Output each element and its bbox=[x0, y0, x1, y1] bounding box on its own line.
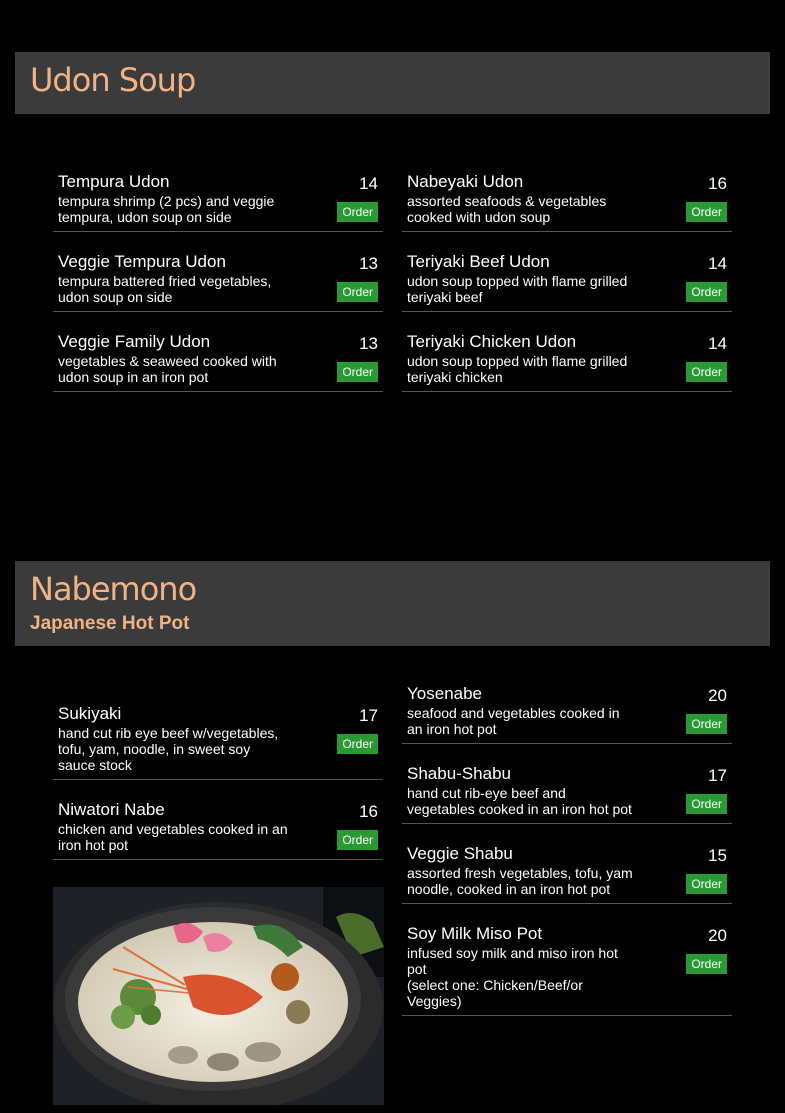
udon-section-title: Udon Soup bbox=[30, 61, 196, 99]
item-description: hand cut rib-eye beef and vegetables cooked in an iron hot pot bbox=[407, 785, 632, 817]
item-description: seafood and vegetables cooked in an iron hot pot bbox=[407, 705, 620, 737]
item-price: 17 bbox=[708, 766, 727, 785]
item-price: 14 bbox=[708, 334, 727, 353]
order-button[interactable]: Order bbox=[337, 830, 378, 850]
menu-item bbox=[402, 680, 732, 744]
menu-item bbox=[402, 920, 732, 1016]
item-price: 20 bbox=[708, 926, 727, 945]
order-button[interactable]: Order bbox=[686, 954, 727, 974]
item-name: Nabeyaki Udon bbox=[407, 172, 524, 191]
nabemono-section-header bbox=[15, 561, 770, 646]
order-button[interactable]: Order bbox=[686, 874, 727, 894]
order-button[interactable]: Order bbox=[337, 202, 378, 222]
item-name: Shabu-Shabu bbox=[407, 764, 511, 783]
order-button[interactable]: Order bbox=[337, 282, 378, 302]
item-price: 20 bbox=[708, 686, 727, 705]
item-price: 17 bbox=[359, 706, 378, 725]
item-name: Sukiyaki bbox=[58, 704, 122, 723]
item-description: udon soup topped with flame grilled teriyaki beef bbox=[407, 273, 628, 305]
order-button[interactable]: Order bbox=[686, 282, 727, 302]
item-name: Yosenabe bbox=[407, 684, 483, 703]
menu-item bbox=[53, 796, 383, 860]
item-description: assorted fresh vegetables, tofu, yam noodle, cooked in an iron hot pot bbox=[407, 865, 633, 897]
item-price: 16 bbox=[359, 802, 378, 821]
menu-item bbox=[402, 248, 732, 312]
order-button[interactable]: Order bbox=[337, 362, 378, 382]
item-price: 13 bbox=[359, 254, 378, 273]
order-button[interactable]: Order bbox=[686, 202, 727, 222]
item-description: infused soy milk and miso iron hot pot (select one: Chicken/Beef/or Veggies) bbox=[407, 945, 618, 1009]
menu-item bbox=[53, 700, 383, 780]
item-name: Teriyaki Beef Udon bbox=[407, 252, 550, 271]
menu-item bbox=[53, 168, 383, 232]
item-name: Veggie Shabu bbox=[407, 844, 513, 863]
order-button[interactable]: Order bbox=[686, 362, 727, 382]
nabemono-left-column bbox=[53, 700, 383, 860]
item-price: 13 bbox=[359, 334, 378, 353]
item-description: udon soup topped with flame grilled teriyaki chicken bbox=[407, 353, 628, 385]
hot-pot-photo bbox=[53, 887, 384, 1105]
order-button[interactable]: Order bbox=[337, 734, 378, 754]
order-button[interactable]: Order bbox=[686, 714, 727, 734]
udon-section-header bbox=[15, 52, 770, 114]
menu-item bbox=[402, 328, 732, 392]
item-description: hand cut rib eye beef w/vegetables, tofu, yam, noodle, in sweet soy sauce stock bbox=[58, 725, 279, 773]
menu-item bbox=[402, 840, 732, 904]
item-name: Niwatori Nabe bbox=[58, 800, 165, 819]
nabemono-section-title: Nabemono bbox=[30, 570, 197, 608]
hot-pot-illustration bbox=[53, 887, 384, 1105]
nabemono-right-column bbox=[402, 680, 732, 1016]
item-description: tempura shrimp (2 pcs) and veggie tempura, udon soup on side bbox=[58, 193, 275, 225]
item-name: Veggie Tempura Udon bbox=[58, 252, 226, 271]
menu-item bbox=[402, 760, 732, 824]
order-button[interactable]: Order bbox=[686, 794, 727, 814]
item-name: Tempura Udon bbox=[58, 172, 170, 191]
item-name: Veggie Family Udon bbox=[58, 332, 211, 351]
item-description: chicken and vegetables cooked in an iron hot pot bbox=[58, 821, 288, 853]
item-price: 14 bbox=[359, 174, 378, 193]
udon-left-column bbox=[53, 168, 383, 392]
udon-right-column bbox=[402, 168, 732, 392]
item-description: tempura battered fried vegetables, udon soup on side bbox=[58, 273, 272, 305]
item-description: assorted seafoods & vegetables cooked with udon soup bbox=[407, 193, 607, 225]
item-price: 15 bbox=[708, 846, 727, 865]
item-price: 16 bbox=[708, 174, 727, 193]
item-price: 14 bbox=[708, 254, 727, 273]
nabemono-section-subtitle: Japanese Hot Pot bbox=[30, 613, 190, 634]
item-name: Teriyaki Chicken Udon bbox=[407, 332, 577, 351]
menu-item bbox=[402, 168, 732, 232]
item-description: vegetables & seaweed cooked with udon soup in an iron pot bbox=[58, 353, 277, 385]
menu-item bbox=[53, 248, 383, 312]
item-name: Soy Milk Miso Pot bbox=[407, 924, 543, 943]
menu-item bbox=[53, 328, 383, 392]
